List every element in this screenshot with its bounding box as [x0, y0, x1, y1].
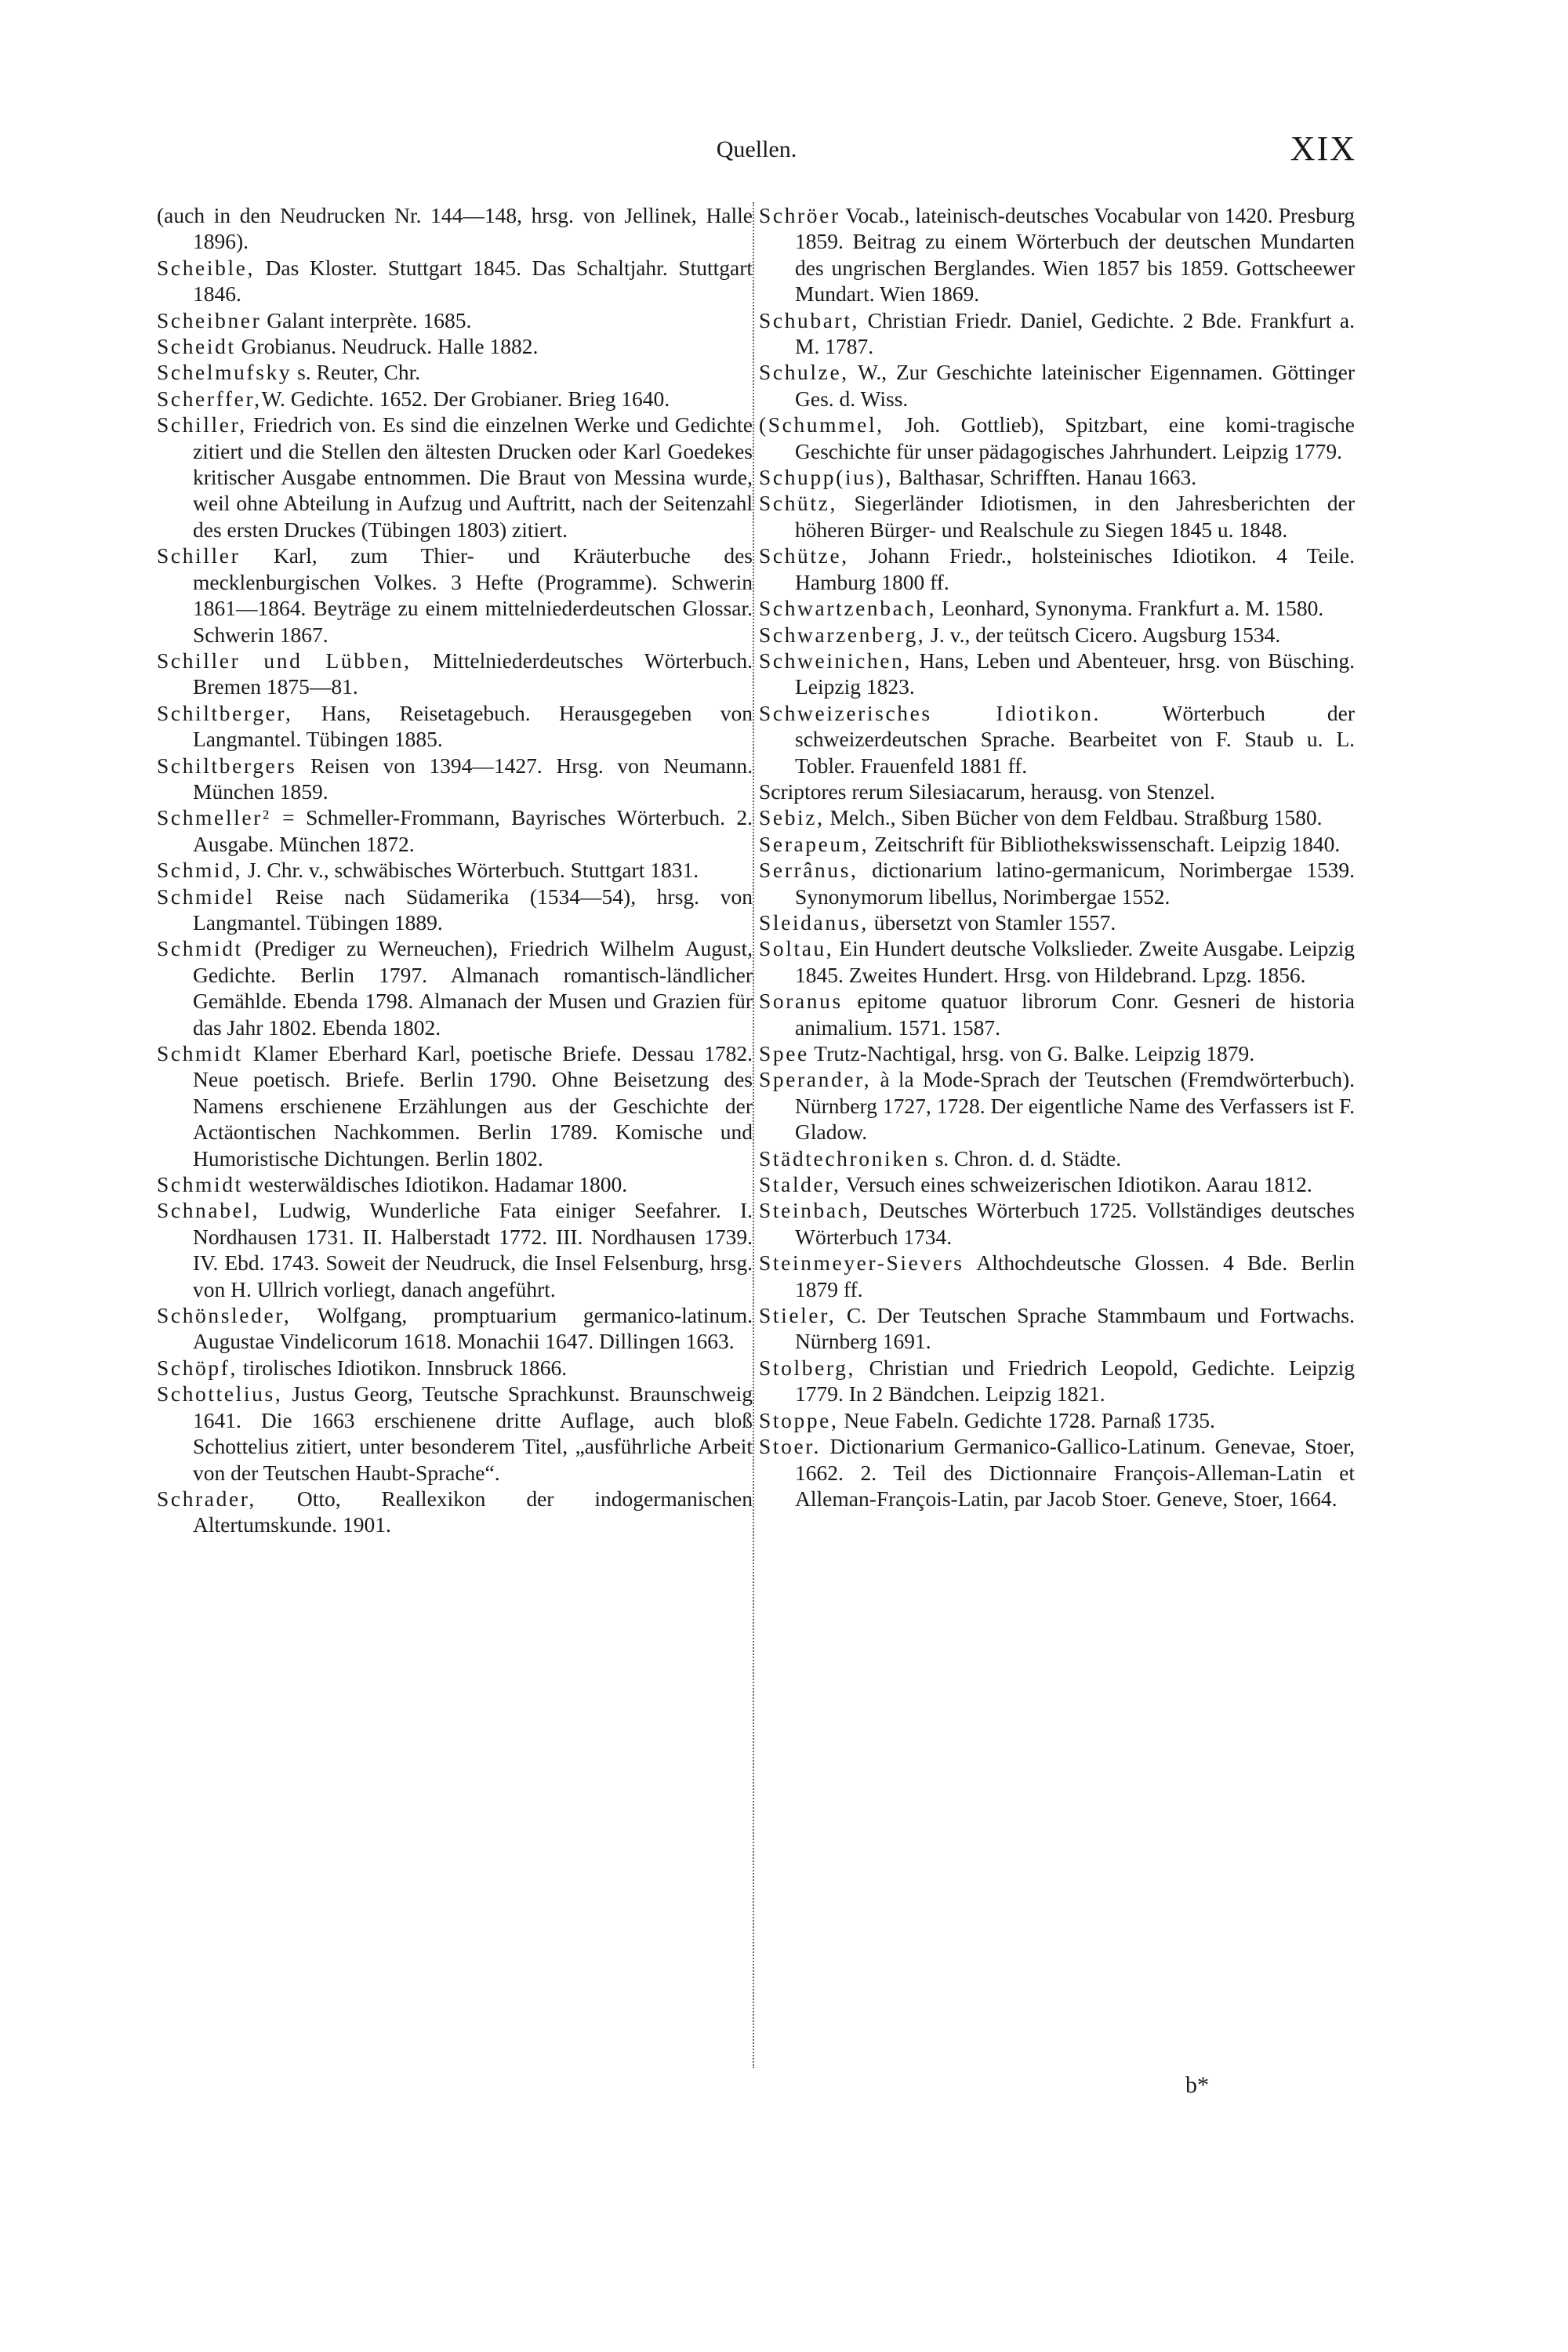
entry-text: Mittelniederdeutsches Wörterbuch. Bremen 1875—81. [193, 648, 753, 699]
column-divider [753, 202, 754, 2068]
entry-text: westerwäldisches Idiotikon. Hadamar 1800. [242, 1172, 628, 1197]
entry-headword: Schnabel, [157, 1198, 260, 1223]
entry-text: Karl, zum Thier- und Kräuterbuche des mecklenburgischen Volkes. 3 Hefte (Programme). Schwerin 1861—1864. Beyträge zu einem mittelniederdeutschen Glossar. Schwerin 1867. [193, 543, 753, 647]
entry-text: Vocab., lateinisch-deutsches Vocabular von 1420. Presburg 1859. Beitrag zu einem Wörterbuch der deutschen Mundarten des ungrischen Berglandes. Wien 1857 bis 1859. Gottscheewer Mundart. Wien 1869. [795, 203, 1355, 307]
entry-text: J. Chr. v., schwäbisches Wörterbuch. Stuttgart 1831. [242, 858, 699, 883]
bibliography-entry [759, 1040, 1355, 1066]
entry-headword: Schütze, [759, 543, 849, 568]
bibliography-entry [759, 1145, 1355, 1171]
entry-headword: Schweinichen, [759, 648, 912, 673]
entry-headword: Stolberg, [759, 1355, 855, 1380]
entry-headword: Scherffer, [157, 386, 262, 411]
entry-text: Dictionarium Germanico-Gallico-Latinum. Genevae, Stoer, 1662. 2. Teil des Dictionnaire François-Alleman-Latin et Alleman-François-Latin, par Jacob Stoer. Geneve, Stoer, 1664. [795, 1434, 1355, 1511]
entry-headword: Stoppe, [759, 1407, 839, 1432]
entry-headword: Stalder, [759, 1172, 841, 1197]
bibliography-entry [759, 543, 1355, 595]
bibliography-entry [759, 804, 1355, 830]
bibliography-entry [759, 622, 1355, 648]
entry-headword: Schiller [157, 543, 241, 568]
entry-text: Reise nach Südamerika (1534—54), hrsg. von Langmantel. Tübingen 1889. [193, 884, 753, 935]
bibliography-entry [759, 648, 1355, 700]
entry-text: Zeitschrift für Bibliothekswissenschaft. Leipzig 1840. [869, 831, 1341, 856]
bibliography-entry [759, 935, 1355, 988]
entry-text: s. Reuter, Chr. [292, 360, 421, 385]
bibliography-entry [157, 359, 753, 385]
entry-headword: Schulze, [759, 360, 849, 385]
entry-headword: Soranus [759, 989, 843, 1014]
bibliography-entry [157, 255, 753, 307]
entry-text: übersetzt von Stamler 1557. [868, 909, 1116, 935]
entry-headword: Schrader, [157, 1486, 256, 1511]
entry-headword: Steinmeyer-Sievers [759, 1250, 964, 1276]
bibliography-entry [759, 412, 1355, 464]
bibliography-entry [759, 490, 1355, 543]
entry-headword: Scheidt [157, 334, 236, 359]
entry-text: W. Gedichte. 1652. Der Grobianer. Brieg 1640. [261, 386, 670, 411]
bibliography-entry [157, 804, 753, 857]
right-column [759, 202, 1355, 1512]
bibliography-entry [759, 1433, 1355, 1512]
entry-text: Grobianus. Neudruck. Halle 1882. [235, 334, 539, 359]
entry-text: Ein Hundert deutsche Volkslieder. Zweite Ausgabe. Leipzig 1845. Zweites Hundert. Hrsg. von Hildebrand. Lpzg. 1856. [795, 936, 1355, 987]
entry-headword: Schelmufsky [157, 360, 292, 385]
entry-text: Althochdeutsche Glossen. 4 Bde. Berlin 1879 ff. [795, 1250, 1355, 1301]
bibliography-entry [759, 595, 1355, 621]
entry-text: Friedrich von. Es sind die einzelnen Werke und Gedichte zitiert und die Stellen den ältesten Drucken oder Karl Goedekes kritischer Ausgabe entnommen. Die Braut von Messina wurde, weil ohne Abteilung in Aufzug und Auftritt, nach der Seitenzahl des ersten Druckes (Tübingen 1803) zitiert. [193, 412, 753, 542]
entry-headword: Stieler, [759, 1303, 837, 1328]
entry-text: Das Kloster. Stuttgart 1845. Das Schaltjahr. Stuttgart 1846. [193, 255, 753, 307]
entry-headword: Schöpf, [157, 1355, 238, 1380]
entry-headword: Schiller, [157, 412, 247, 437]
bibliography-entry [759, 1407, 1355, 1433]
entry-text: s. Chron. d. d. Städte. [929, 1145, 1122, 1171]
bibliography-entry [157, 307, 753, 333]
bibliography-entry [759, 700, 1355, 779]
entry-text: Siegerländer Idiotismen, in den Jahresberichten der höheren Bürger- und Realschule zu Siegen 1845 u. 1848. [795, 491, 1355, 542]
entry-text: (auch in den Neudrucken Nr. 144—148, hrsg. von Jellinek, Halle 1896). [157, 203, 753, 254]
entry-headword: Schmid, [157, 858, 243, 883]
entry-text: Galant interprète. 1685. [261, 307, 472, 332]
entry-text: epitome quatuor librorum Conr. Gesneri de historia animalium. 1571. 1587. [795, 989, 1355, 1040]
entry-headword: Schmidel [157, 884, 255, 909]
entry-text: Leonhard, Synonyma. Frankfurt a. M. 1580. [936, 596, 1324, 621]
bibliography-entry [759, 1302, 1355, 1355]
entry-headword: Schmidt [157, 1041, 243, 1065]
entry-headword: Spee [759, 1041, 809, 1065]
bibliography-entry [157, 1197, 753, 1302]
entry-text: Christian und Friedrich Leopold, Gedichte. Leipzig 1779. In 2 Bändchen. Leipzig 1821. [795, 1355, 1355, 1406]
entry-text: à la Mode-Sprach der Teutschen (Fremdwörterbuch). Nürnberg 1727, 1728. Der eigentliche Name des Verfassers ist F. Gladow. [795, 1067, 1355, 1145]
page-header [157, 129, 1356, 179]
entry-headword: Sleidanus, [759, 909, 869, 935]
entry-headword: Sebiz, [759, 805, 825, 830]
bibliography-entry [759, 831, 1355, 857]
entry-headword: Schmidt [157, 936, 243, 961]
entry-text: Melch., Siben Bücher von dem Feldbau. Straßburg 1580. [824, 805, 1323, 830]
entry-headword: Schwartzenbach, [759, 596, 937, 621]
entry-headword: Steinbach, [759, 1198, 870, 1223]
bibliography-entry [157, 1302, 753, 1355]
bibliography-entry [759, 1066, 1355, 1145]
entry-headword: Schmeller² [157, 805, 271, 830]
entry-headword: Stoer. [759, 1434, 822, 1459]
bibliography-entry [759, 909, 1355, 935]
bibliography-entry [157, 1355, 753, 1381]
entry-text: dictionarium latino-germanicum, Norimbergae 1539. Synonymorum libellus, Norimbergae 1552. [795, 858, 1355, 909]
entry-headword: Serapeum, [759, 831, 869, 856]
entry-headword: Sperander, [759, 1067, 872, 1092]
entry-text: Christian Friedr. Daniel, Gedichte. 2 Bde. Frankfurt a. M. 1787. [795, 307, 1355, 359]
entry-text: Ludwig, Wunderliche Fata einiger Seefahrer. I. Nordhausen 1731. II. Halberstadt 1772. III. Nordhausen 1739. IV. Ebd. 1743. Soweit der Neudruck, die Insel Felsenburg, hrsg. von H. Ullrich vorliegt, danach angeführt. [193, 1198, 753, 1301]
bibliography-entry [759, 988, 1355, 1040]
entry-text: Versuch eines schweizerischen Idiotikon. Aarau 1812. [840, 1172, 1312, 1197]
page-number: XIX [1290, 129, 1356, 168]
entry-text: (Prediger zu Werneuchen), Friedrich Wilhelm August, Gedichte. Berlin 1797. Almanach romantisch-ländlicher Gemählde. Ebenda 1798. Almanach der Musen und Grazien für das Jahr 1802. Ebenda 1802. [193, 936, 753, 1040]
entry-headword: Schönsleder, [157, 1303, 292, 1328]
entry-text: Trutz-Nachtigal, hrsg. von G. Balke. Leipzig 1879. [808, 1041, 1255, 1065]
signature-mark: b* [1185, 2072, 1209, 2098]
entry-text: Joh. Gottlieb), Spitzbart, eine komi-tragische Geschichte für unser pädagogisches Jahrhundert. Leipzig 1779. [795, 412, 1355, 463]
entry-text: Wolfgang, promptuarium germanico-latinum. Augustae Vindelicorum 1618. Monachii 1647. Dillingen 1663. [193, 1303, 753, 1354]
bibliography-entry [157, 700, 753, 753]
entry-headword: Scheible, [157, 255, 255, 280]
bibliography-entry [157, 648, 753, 700]
entry-headword: Scheibner [157, 307, 262, 332]
entry-text: Johann Friedr., holsteinisches Idiotikon. 4 Teile. Hamburg 1800 ff. [795, 543, 1355, 594]
entry-text: Klamer Eberhard Karl, poetische Briefe. Dessau 1782. Neue poetisch. Briefe. Berlin 1790. Ohne Beisetzung des Namens erschienene Erzählungen aus der Geschichte der Actäontischen Nachkommen. Berlin 1789. Komische und Humoristische Dichtungen. Berlin 1802. [193, 1041, 753, 1171]
bibliography-entry [157, 1486, 753, 1538]
entry-headword: Schiller und Lübben, [157, 648, 412, 673]
entry-text: W., Zur Geschichte lateinischer Eigennamen. Göttinger Ges. d. Wiss. [795, 360, 1355, 411]
bibliography-entry [157, 1171, 753, 1197]
entry-text: = Schmeller-Frommann, Bayrisches Wörterbuch. 2. Ausgabe. München 1872. [193, 805, 753, 856]
bibliography-entry [759, 307, 1355, 360]
bibliography-entry [157, 202, 753, 255]
entry-headword: (Schummel, [759, 412, 884, 437]
entry-text: C. Der Teutschen Sprache Stammbaum und Fortwachs. Nürnberg 1691. [795, 1303, 1355, 1354]
bibliography-entry [157, 386, 753, 412]
bibliography-entry [759, 1355, 1355, 1407]
bibliography-entry [759, 464, 1355, 490]
entry-headword: Schmidt [157, 1172, 243, 1197]
running-head: Quellen. [716, 136, 797, 162]
bibliography-entry [759, 202, 1355, 307]
entry-text: Scriptores rerum Silesiacarum, herausg. von Stenzel. [759, 779, 1215, 804]
entry-text: Balthasar, Schrifften. Hanau 1663. [892, 465, 1197, 490]
entry-text: Reisen von 1394—1427. Hrsg. von Neumann. München 1859. [193, 753, 753, 804]
bibliography-entry [759, 359, 1355, 412]
entry-headword: Soltau, [759, 936, 834, 961]
entry-text: Otto, Reallexikon der indogermanischen Altertumskunde. 1901. [193, 1486, 753, 1537]
entry-text: Deutsches Wörterbuch 1725. Vollständiges deutsches Wörterbuch 1734. [795, 1198, 1355, 1249]
bibliography-entry [157, 935, 753, 1040]
entry-headword: Schröer [759, 203, 840, 227]
entry-headword: Schubart, [759, 307, 860, 332]
bibliography-entry [157, 884, 753, 936]
bibliography-entry [759, 1250, 1355, 1302]
bibliography-entry [157, 1381, 753, 1486]
entry-headword: Schwarzenberg, [759, 622, 926, 647]
bibliography-entry [759, 857, 1355, 909]
bibliography-entry [759, 1197, 1355, 1250]
left-column [157, 202, 753, 1538]
entry-headword: Schottelius, [157, 1381, 283, 1406]
bibliography-entry [157, 543, 753, 648]
entry-text: J. v., der teütsch Cicero. Augsburg 1534. [925, 622, 1281, 647]
entry-text: tirolisches Idiotikon. Innsbruck 1866. [237, 1355, 568, 1380]
entry-headword: Serrânus, [759, 858, 858, 883]
entry-text: Justus Georg, Teutsche Sprachkunst. Braunschweig 1641. Die 1663 erschienene dritte Auflage, auch bloß Schottelius zitiert, unter besonderem Titel, „ausführliche Arbeit von der Teutschen Haubt-Sprache“. [193, 1381, 753, 1485]
bibliography-entry [157, 753, 753, 805]
entry-headword: Schütz, [759, 491, 837, 516]
bibliography-entry [759, 779, 1355, 804]
bibliography-entry [157, 333, 753, 359]
bibliography-entry [157, 1040, 753, 1171]
entry-headword: Schiltberger, [157, 700, 293, 725]
entry-headword: Schiltbergers [157, 753, 297, 778]
bibliography-entry [157, 412, 753, 543]
bibliography-entry [759, 1171, 1355, 1197]
entry-text: Neue Fabeln. Gedichte 1728. Parnaß 1735. [838, 1407, 1215, 1432]
bibliography-entry [157, 857, 753, 883]
entry-text: Hans, Reisetagebuch. Herausgegeben von Langmantel. Tübingen 1885. [193, 700, 753, 752]
entry-headword: Städtechroniken [759, 1145, 930, 1171]
entry-headword: Schweizerisches Idiotikon. [759, 700, 1102, 725]
entry-text: Hans, Leben und Abenteuer, hrsg. von Büsching. Leipzig 1823. [795, 648, 1355, 699]
entry-text: Wörterbuch der schweizerdeutschen Sprache. Bearbeitet von F. Staub u. L. Tobler. Frauenfeld 1881 ff. [795, 700, 1355, 778]
entry-headword: Schupp(ius), [759, 465, 893, 490]
